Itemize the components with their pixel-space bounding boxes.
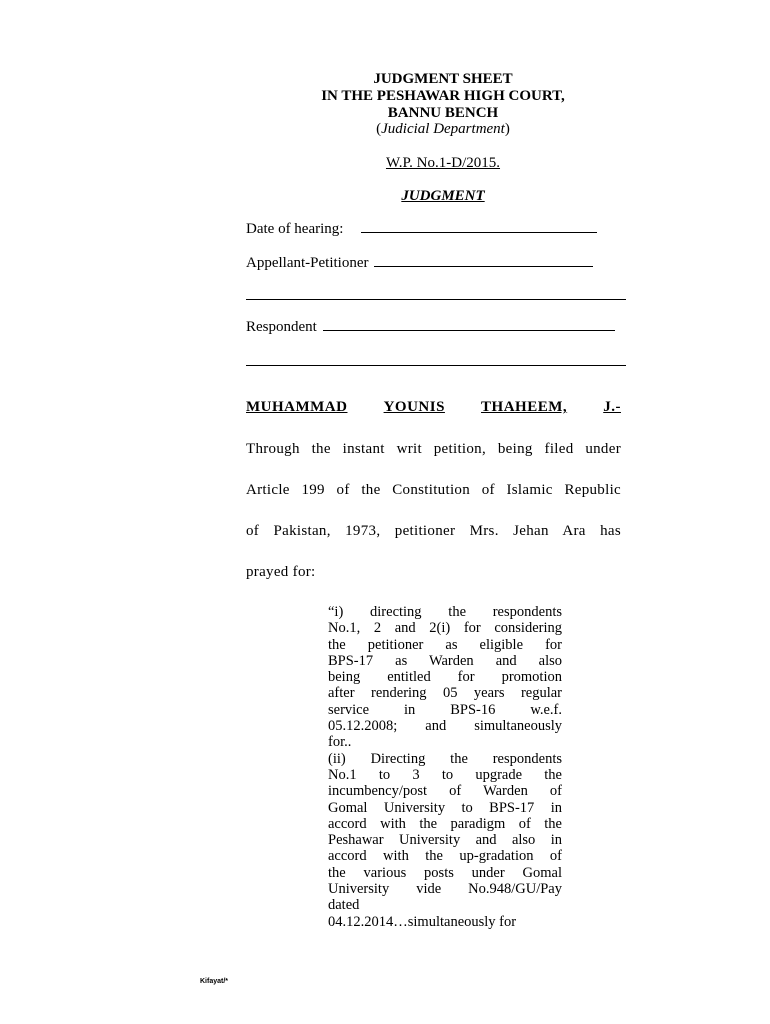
respondent-label: Respondent [246,319,317,335]
department-paren-close: ) [504,121,510,137]
judge-name-part: MUHAMMAD [246,399,348,415]
department-paren-open: ( [376,121,382,137]
quote-line: the petitioner as eligible for [328,636,562,653]
case-number: W.P. No.1-D/2015. [385,155,501,171]
body-line: Article 199 of the Constitution of Islamic Republic [246,482,621,498]
respondent-blank [323,318,615,331]
judge-name [246,399,621,416]
quote-line: accord with the paradigm of the [328,815,562,832]
footer-initials: Kifayat/* [200,978,229,985]
respondent-field [246,318,615,336]
quote-line: (ii) Directing the respondents [328,750,562,767]
bench-name: BANNU BENCH [387,105,499,121]
date-of-hearing-field [246,220,597,238]
quote-line: BPS-17 as Warden and also [328,652,562,669]
appellant-blank-line [246,299,626,300]
judge-name-part: YOUNIS [383,399,445,415]
quote-line: dated [328,897,360,914]
respondent-blank-line [246,365,626,366]
quote-line: for.. [328,734,352,751]
quote-line: after rendering 05 years regular [328,685,562,702]
quote-line: 04.12.2014…simultaneously for [328,913,517,930]
quote-line: being entitled for promotion [328,669,562,686]
judge-name-part: J.- [603,399,621,415]
quote-line: Peshawar University and also in [328,832,562,849]
date-of-hearing-label: Date of hearing: [246,221,344,237]
judge-name-part: THAHEEM, [481,399,568,415]
quote-line: incumbency/post of Warden of [328,783,562,800]
appellant-blank [374,254,593,267]
department-name: Judicial Department [381,121,505,137]
date-of-hearing-blank [361,220,597,233]
quote-line: No.1 to 3 to upgrade the [328,766,562,783]
quote-line: No.1, 2 and 2(i) for considering [328,620,562,637]
prayer-quote [328,604,562,930]
department-line [0,121,770,138]
quote-line: University vide No.948/GU/Pay [328,881,562,898]
judgment-heading: JUDGMENT [401,188,485,204]
quote-line: the various posts under Gomal [328,864,562,881]
body-line: prayed for: [246,564,316,580]
quote-line: accord with the up-gradation of [328,848,562,865]
quote-line: Gomal University to BPS-17 in [328,799,562,816]
appellant-label: Appellant-Petitioner [246,255,369,271]
court-name: IN THE PESHAWAR HIGH COURT, [321,88,565,104]
quote-line: service in BPS-16 w.e.f. [328,701,562,718]
quote-line: 05.12.2008; and simultaneously [328,718,562,735]
quote-line: “i) directing the respondents [328,604,562,620]
appellant-field [246,254,593,272]
document-title: JUDGMENT SHEET [373,71,513,87]
body-line: Through the instant writ petition, being filed under [246,441,621,457]
body-line: of Pakistan, 1973, petitioner Mrs. Jehan Ara has [246,523,621,539]
